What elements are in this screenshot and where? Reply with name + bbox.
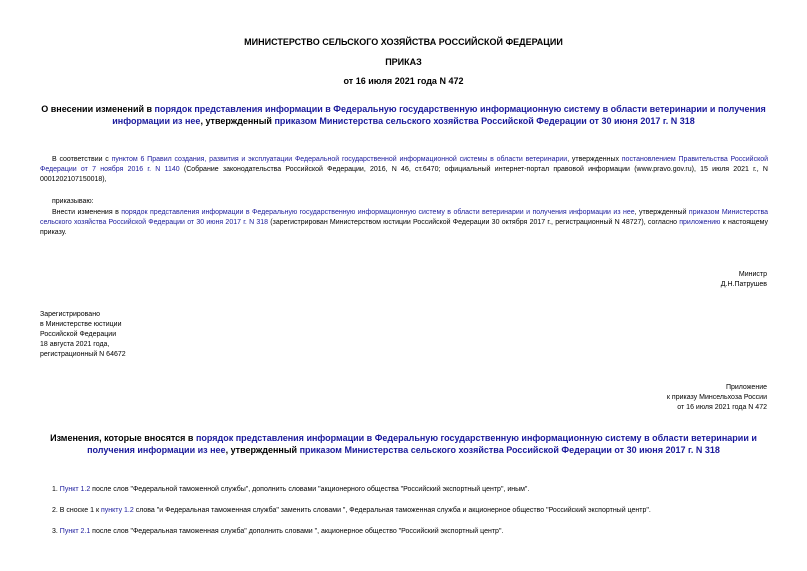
preamble-text-1: В соответствии с [52, 156, 112, 163]
title-link-procedure[interactable]: порядок представления информации в Федеральную государственную информационную систему в области ветеринарии и получения информации из нее [112, 104, 766, 126]
appendix-reference [517, 383, 767, 413]
registration-line-3: Российской Федерации [40, 331, 117, 338]
signature-name: Д.Н.Патрушев [720, 281, 767, 288]
registration-line-1: Зарегистрировано [40, 311, 100, 318]
preamble-link-resolution[interactable]: постановлением Правительства Российской Федерации от 7 ноября 2016 г. N 1140 [40, 156, 769, 173]
appendix-title-text-2: , утвержденный [225, 445, 300, 455]
change-item [52, 506, 768, 516]
ministry-heading: МИНИСТЕРСТВО СЕЛЬСКОГО ХОЗЯЙСТВА РОССИЙСКОЙ ФЕДЕРАЦИИ [244, 37, 563, 47]
order-link-order-318[interactable]: приказом Министерства сельского хозяйства Российской Федерации от 30 июня 2017 г. N 318 [40, 209, 768, 226]
change-text: после слов "Федеральной таможенной службы", дополнить словами "акционерного общества "Российский экспортный центр", иным". [90, 486, 530, 493]
appendix-ref-line-2: к приказу Минсельхоза России [666, 394, 767, 401]
preamble-text-3: (Собрание законодательства Российской Федерации, 2016, N 46, ст.6470; официальный интернет-портал правовой информации (www.pravo.gov.ru), 15 июля 2021 г., N 0001202107150018), [40, 166, 768, 183]
order-text-3: (зарегистрирован Министерством юстиции Российской Федерации 30 октября 2017 г., регистрационный N 48727), согласно [268, 219, 680, 226]
document-title [40, 103, 767, 127]
title-text-1: О внесении изменений в [41, 104, 155, 114]
appendix-ref-line-3: от 16 июля 2021 года N 472 [677, 404, 767, 411]
document-date-number: от 16 июля 2021 года N 472 [343, 76, 464, 86]
change-prefix: 3. [52, 528, 60, 535]
registration-line-5: регистрационный N 64672 [40, 351, 126, 358]
registration-line-2: в Министерстве юстиции [40, 321, 122, 328]
order-link-appendix[interactable]: приложению [679, 219, 721, 226]
change-item [52, 527, 768, 537]
signature-block [567, 270, 767, 290]
document-type: ПРИКАЗ [385, 57, 422, 67]
registration-block [40, 310, 240, 360]
change-link-footnote-point-1-2[interactable]: пункту 1.2 [100, 507, 134, 514]
appendix-title-text-1: Изменения, которые вносятся в [50, 433, 196, 443]
appendix-ref-line-1: Приложение [725, 384, 767, 391]
change-prefix: 2. В сноске 1 к [52, 507, 101, 514]
order-paragraph [40, 208, 768, 238]
order-text-4: к настоящему приказу. [40, 219, 768, 236]
appendix-title-link-procedure[interactable]: порядок представления информации в Федеральную государственную информационную систему в области ветеринарии и получения информации из нее [87, 433, 757, 455]
order-link-procedure[interactable]: порядок представления информации в Федеральную государственную информационную систему в области ветеринарии и получения информации из нее [121, 209, 635, 216]
signature-position: Министр [738, 271, 767, 278]
preamble-paragraph [40, 155, 768, 185]
registration-line-4: 18 августа 2021 года, [40, 341, 110, 348]
change-text: слова "и Федеральная таможенная служба" заменить словами ", Федеральная таможенная служба и акционерное общество "Российский экспортный центр". [133, 507, 651, 514]
change-prefix: 1. [52, 486, 60, 493]
appendix-title [40, 432, 767, 456]
change-text: после слов "Федеральная таможенная служба" дополнить словами ", акционерное общество "Российский экспортный центр". [90, 528, 504, 535]
change-link-point-2-1[interactable]: Пункт 2.1 [59, 528, 91, 535]
title-text-2: , утвержденный [200, 116, 275, 126]
title-link-order-318[interactable]: приказом Министерства сельского хозяйства Российской Федерации от 30 июня 2017 г. N 318 [274, 116, 695, 126]
change-link-point-1-2[interactable]: Пункт 1.2 [59, 486, 91, 493]
order-text-1: Внести изменения в [52, 209, 122, 216]
order-word: приказываю: [52, 198, 94, 205]
appendix-title-link-order-318[interactable]: приказом Министерства сельского хозяйства Российской Федерации от 30 июня 2017 г. N 318 [299, 445, 720, 455]
order-text-2: , утвержденный [634, 209, 689, 216]
preamble-text-2: , утвержденных [567, 156, 622, 163]
change-item [52, 485, 768, 495]
preamble-link-rules[interactable]: пунктом 6 Правил создания, развития и эксплуатации Федеральной государственной информационной системы в области ветеринарии [111, 156, 568, 163]
